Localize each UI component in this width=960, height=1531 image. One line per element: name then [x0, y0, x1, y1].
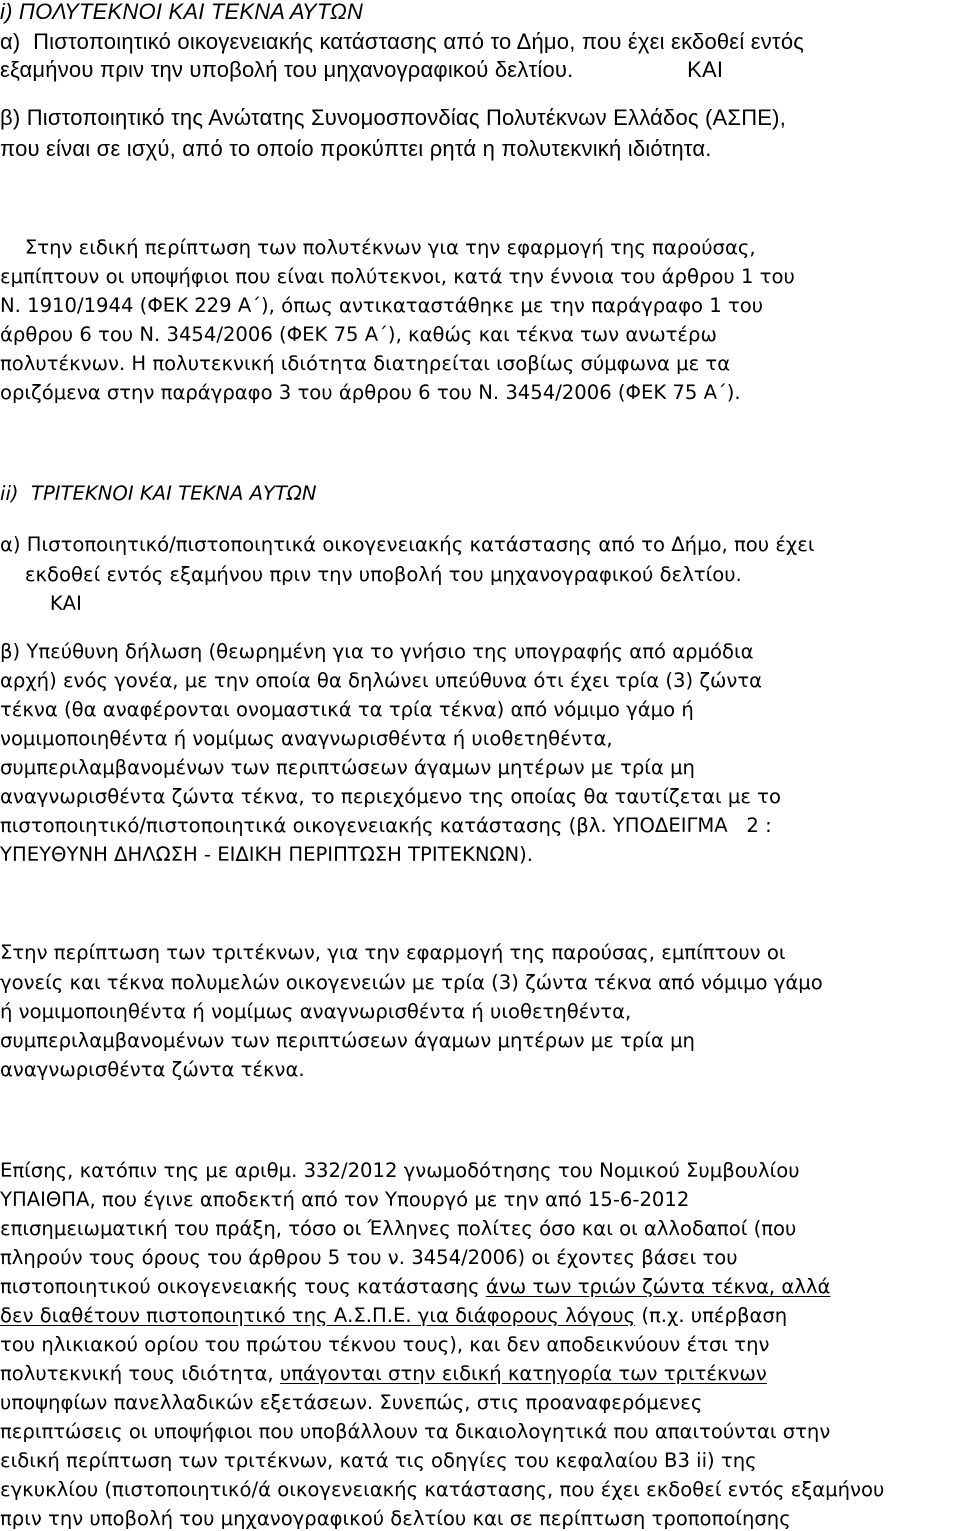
text-line — [0, 1275, 830, 1299]
text-span: (π.χ. υπέρβαση — [635, 1304, 788, 1327]
text-line: ΥΠΑΙΘΠΑ, που έγινε αποδεκτή από τον Υπουργό με την από 15-6-2012 — [0, 1188, 690, 1211]
text-line: γονείς και τέκνα πολυμελών οικογενειών με τρία (3) ζώντα τέκνα από νόμιμο γάμο — [0, 971, 823, 994]
text-span: πιστοποιητικού οικογενειακής τους κατάστασης — [0, 1275, 486, 1298]
text-line: νομιμοποιηθέντα ή νομίμως αναγνωρισθέντα ή υιοθετηθέντα, — [0, 727, 613, 750]
text-line: του ηλικιακού ορίου του πρώτου τέκνου τους), και δεν αποδεικνύουν έτσι την — [0, 1333, 770, 1356]
text-line: αναγνωρισθέντα ζώντα τέκνα. — [0, 1058, 305, 1081]
text-line: πολυτέκνων. Η πολυτεκνική ιδιότητα διατηρείται ισοβίως σύμφωνα με τα — [0, 352, 731, 375]
text-line: περιπτώσεις οι υποψήφιοι που υποβάλλουν τα δικαιολογητικά που απαιτούνται στην — [0, 1420, 831, 1443]
text-line: α) Πιστοποιητικό/πιστοποιητικά οικογενειακής κατάστασης από το Δήμο, που έχει — [0, 533, 815, 556]
text-line: υποψηφίων πανελλαδικών εξετάσεων. Συνεπώς, στις προαναφερόμενες — [0, 1391, 703, 1414]
text-line — [0, 1304, 787, 1328]
text-line: πληρούν τους όρους του άρθρου 5 του ν. 3454/2006) οι έχοντες βάσει του — [0, 1246, 738, 1269]
text-line: που είναι σε ισχύ, από το οποίο προκύπτει ρητά η πολυτεκνική ιδιότητα. — [0, 136, 712, 161]
text-line: επισημειωματική του πράξη, τόσο οι Έλληνες πολίτες όσο και οι αλλοδαποί (που — [0, 1217, 797, 1240]
section-heading-triteknoi: ii) ΤΡΙΤΕΚΝΟΙ ΚΑΙ ΤΕΚΝΑ ΑΥΤΩΝ — [0, 482, 317, 505]
text-line: οριζόμενα στην παράγραφο 3 του άρθρου 6 του Ν. 3454/2006 (ΦΕΚ 75 Α΄). — [0, 381, 741, 404]
text-line: εκδοθεί εντός εξαμήνου πριν την υποβολή του μηχανογραφικού δελτίου. — [0, 563, 742, 586]
text-line: β) Υπεύθυνη δήλωση (θεωρημένη για το γνήσιο της υπογραφής από αρμόδια — [0, 640, 754, 663]
text-line: α) Πιστοποιητικό οικογενειακής κατάστασης από το Δήμο, που έχει εκδοθεί εντός — [0, 29, 805, 54]
text-line: Στην ειδική περίπτωση των πολυτέκνων για την εφαρμογή της παρούσας, — [0, 236, 756, 259]
text-line: τέκνα (θα αναφέρονται ονομαστικά τα τρία τέκνα) από νόμιμο γάμο ή — [0, 698, 694, 721]
text-line: συμπεριλαμβανομένων των περιπτώσεων άγαμων μητέρων με τρία μη — [0, 756, 695, 779]
text-line: εμπίπτουν οι υποψήφιοι που είναι πολύτεκνοι, κατά την έννοια του άρθρου 1 του — [0, 265, 795, 288]
underlined-text: άνω των τριών ζώντα τέκνα, αλλά — [485, 1275, 831, 1298]
text-line: β) Πιστοποιητικό της Ανώτατης Συνομοσπονδίας Πολυτέκνων Ελλάδος (ΑΣΠΕ), — [0, 105, 787, 130]
text-line: αρχή) ενός γονέα, με την οποία θα δηλώνει υπεύθυνα ότι έχει τρία (3) ζώντα — [0, 669, 763, 692]
text-span: πολυτεκνική τους ιδιότητα, — [0, 1362, 280, 1385]
text-line: εγκυκλίου (πιστοποιητικό/ά οικογενειακής κατάστασης, που έχει εκδοθεί εντός εξαμήνου — [0, 1478, 885, 1501]
text-line: συμπεριλαμβανομένων των περιπτώσεων άγαμων μητέρων με τρία μη — [0, 1029, 695, 1052]
text-line: εξαμήνου πριν την υποβολή του μηχανογραφικού δελτίου. ΚΑΙ — [0, 57, 724, 82]
section-heading-polyteknoi: i) ΠΟΛΥΤΕΚΝΟΙ ΚΑΙ ΤΕΚΝΑ ΑΥΤΩΝ — [0, 0, 364, 24]
text-line: αναγνωρισθέντα ζώντα τέκνα, το περιεχόμενο της οποίας θα ταυτίζεται με το — [0, 785, 781, 808]
text-line — [0, 1362, 767, 1386]
text-line: Ν. 1910/1944 (ΦΕΚ 229 Α΄), όπως αντικαταστάθηκε με την παράγραφο 1 του — [0, 294, 764, 317]
text-line: ΚΑΙ — [0, 592, 82, 615]
text-line: ΥΠΕΥΘΥΝΗ ΔΗΛΩΣΗ - ΕΙΔΙΚΗ ΠΕΡΙΠΤΩΣΗ ΤΡΙΤΕΚΝΩΝ). — [0, 843, 534, 866]
text-line: πιστοποιητικό/πιστοποιητικά οικογενειακής κατάστασης (βλ. ΥΠΟΔΕΙΓΜΑ 2 : — [0, 814, 772, 837]
text-line: ειδική περίπτωση των τριτέκνων, κατά τις οδηγίες του κεφαλαίου Β3 ii) της — [0, 1449, 757, 1472]
text-line: πριν την υποβολή του μηχανογραφικού δελτίου και σε περίπτωση τροποποίησης — [0, 1507, 791, 1530]
underlined-text: δεν διαθέτουν πιστοποιητικό της Α.Σ.Π.Ε. για διάφορους λόγους — [0, 1304, 636, 1327]
text-line: Στην περίπτωση των τριτέκνων, για την εφαρμογή της παρούσας, εμπίπτουν οι — [0, 941, 786, 964]
text-line: ή νομιμοποιηθέντα ή νομίμως αναγνωρισθέντα ή υιοθετηθέντα, — [0, 1000, 632, 1023]
text-line: Επίσης, κατόπιν της με αριθμ. 332/2012 γνωμοδότησης του Νομικού Συμβουλίου — [0, 1159, 800, 1182]
text-line: άρθρου 6 του Ν. 3454/2006 (ΦΕΚ 75 Α΄), καθώς και τέκνα των ανωτέρω — [0, 323, 717, 346]
underlined-text: υπάγονται στην ειδική κατηγορία των τριτέκνων — [279, 1362, 767, 1385]
